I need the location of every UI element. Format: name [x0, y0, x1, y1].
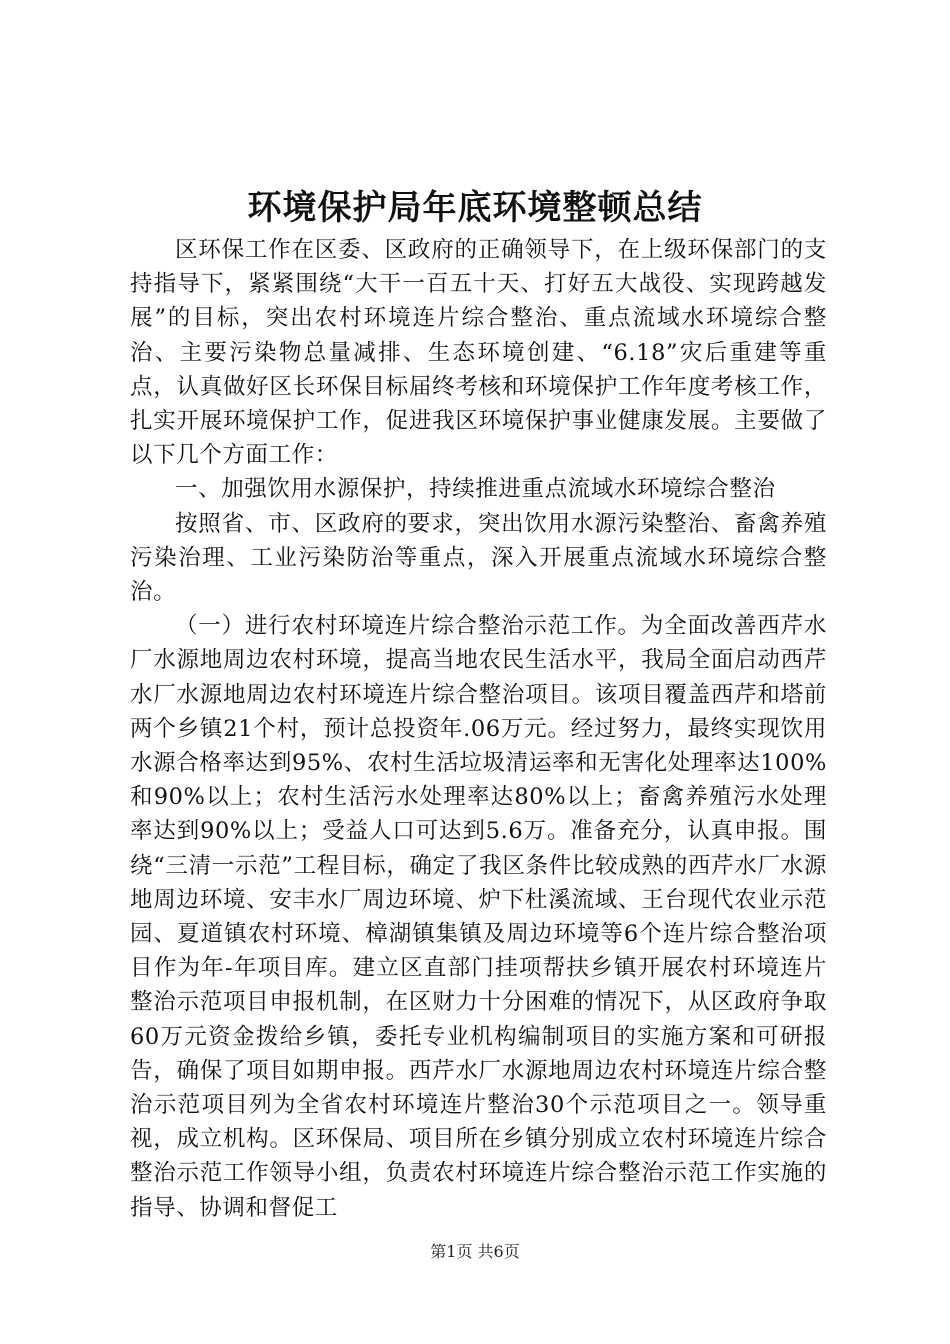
paragraph-subsection-1: （一）进行农村环境连片综合整治示范工作。为全面改善西芹水厂水源地周边农村环境，提高当地农民生活水平，我局全面启动西芹水厂水源地周边农村环境连片综合整治项目。该项目覆盖西芹和塔前两个乡镇21个村，预计总投资年.06万元。经过努力，最终实现饮用水源合格率达到95%、农村生活垃圾清运率和无害化处理率达100%和90%以上；农村生活污水处理率达80%以上；畜禽养殖污水处理率达到90%以上；受益人口可达到5.6万。准备充分，认真申报。围绕“三清一示范”工程目标，确定了我区条件比较成熟的西芹水厂水源地周边环境、安丰水厂周边环境、炉下杜溪流域、王台现代农业示范园、夏道镇农村环境、樟湖镇集镇及周边环境等6个连片综合整治项目作为年-年项目库。建立区直部门挂项帮扶乡镇开展农村环境连片整治示范项目申报机制，在区财力十分困难的情况下，从区政府争取60万元资金拨给乡镇，委托专业机构编制项目的实施方案和可研报告，确保了项目如期申报。西芹水厂水源地周边农村环境连片综合整治示范项目列为全省农村环境连片整治30个示范项目之一。领导重视，成立机构。区环保局、项目所在乡镇分别成立农村环境连片综合整治示范工作领导小组，负责农村环境连片综合整治示范工作实施的指导、协调和督促工 — [130, 613, 827, 1221]
document-body — [130, 233, 827, 1225]
document-title: 环境保护局年底环境整顿总结 — [247, 188, 703, 228]
paragraph-intro: 区环保工作在区委、区政府的正确领导下，在上级环保部门的支持指导下，紧紧围绕“大干一百五十天、打好五大战役、实现跨越发展”的目标，突出农村环境连片综合整治、重点流域水环境综合整治、主要污染物总量减排、生态环境创建、“6.18”灾后重建等重点，认真做好区长环保目标届终考核和环境保护工作年度考核工作，扎实开展环境保护工作，促进我区环境保护事业健康发展。主要做了以下几个方面工作： — [130, 237, 827, 469]
section-heading-1: 一、加强饮用水源保护，持续推进重点流域水环境综合整治 — [175, 476, 776, 503]
page-footer: 第1页 共6页 — [430, 1242, 520, 1261]
paragraph-section-1: 按照省、市、区政府的要求，突出饮用水源污染整治、畜禽养殖污染治理、工业污染防治等重点，深入开展重点流域水环境综合整治。 — [130, 510, 827, 606]
